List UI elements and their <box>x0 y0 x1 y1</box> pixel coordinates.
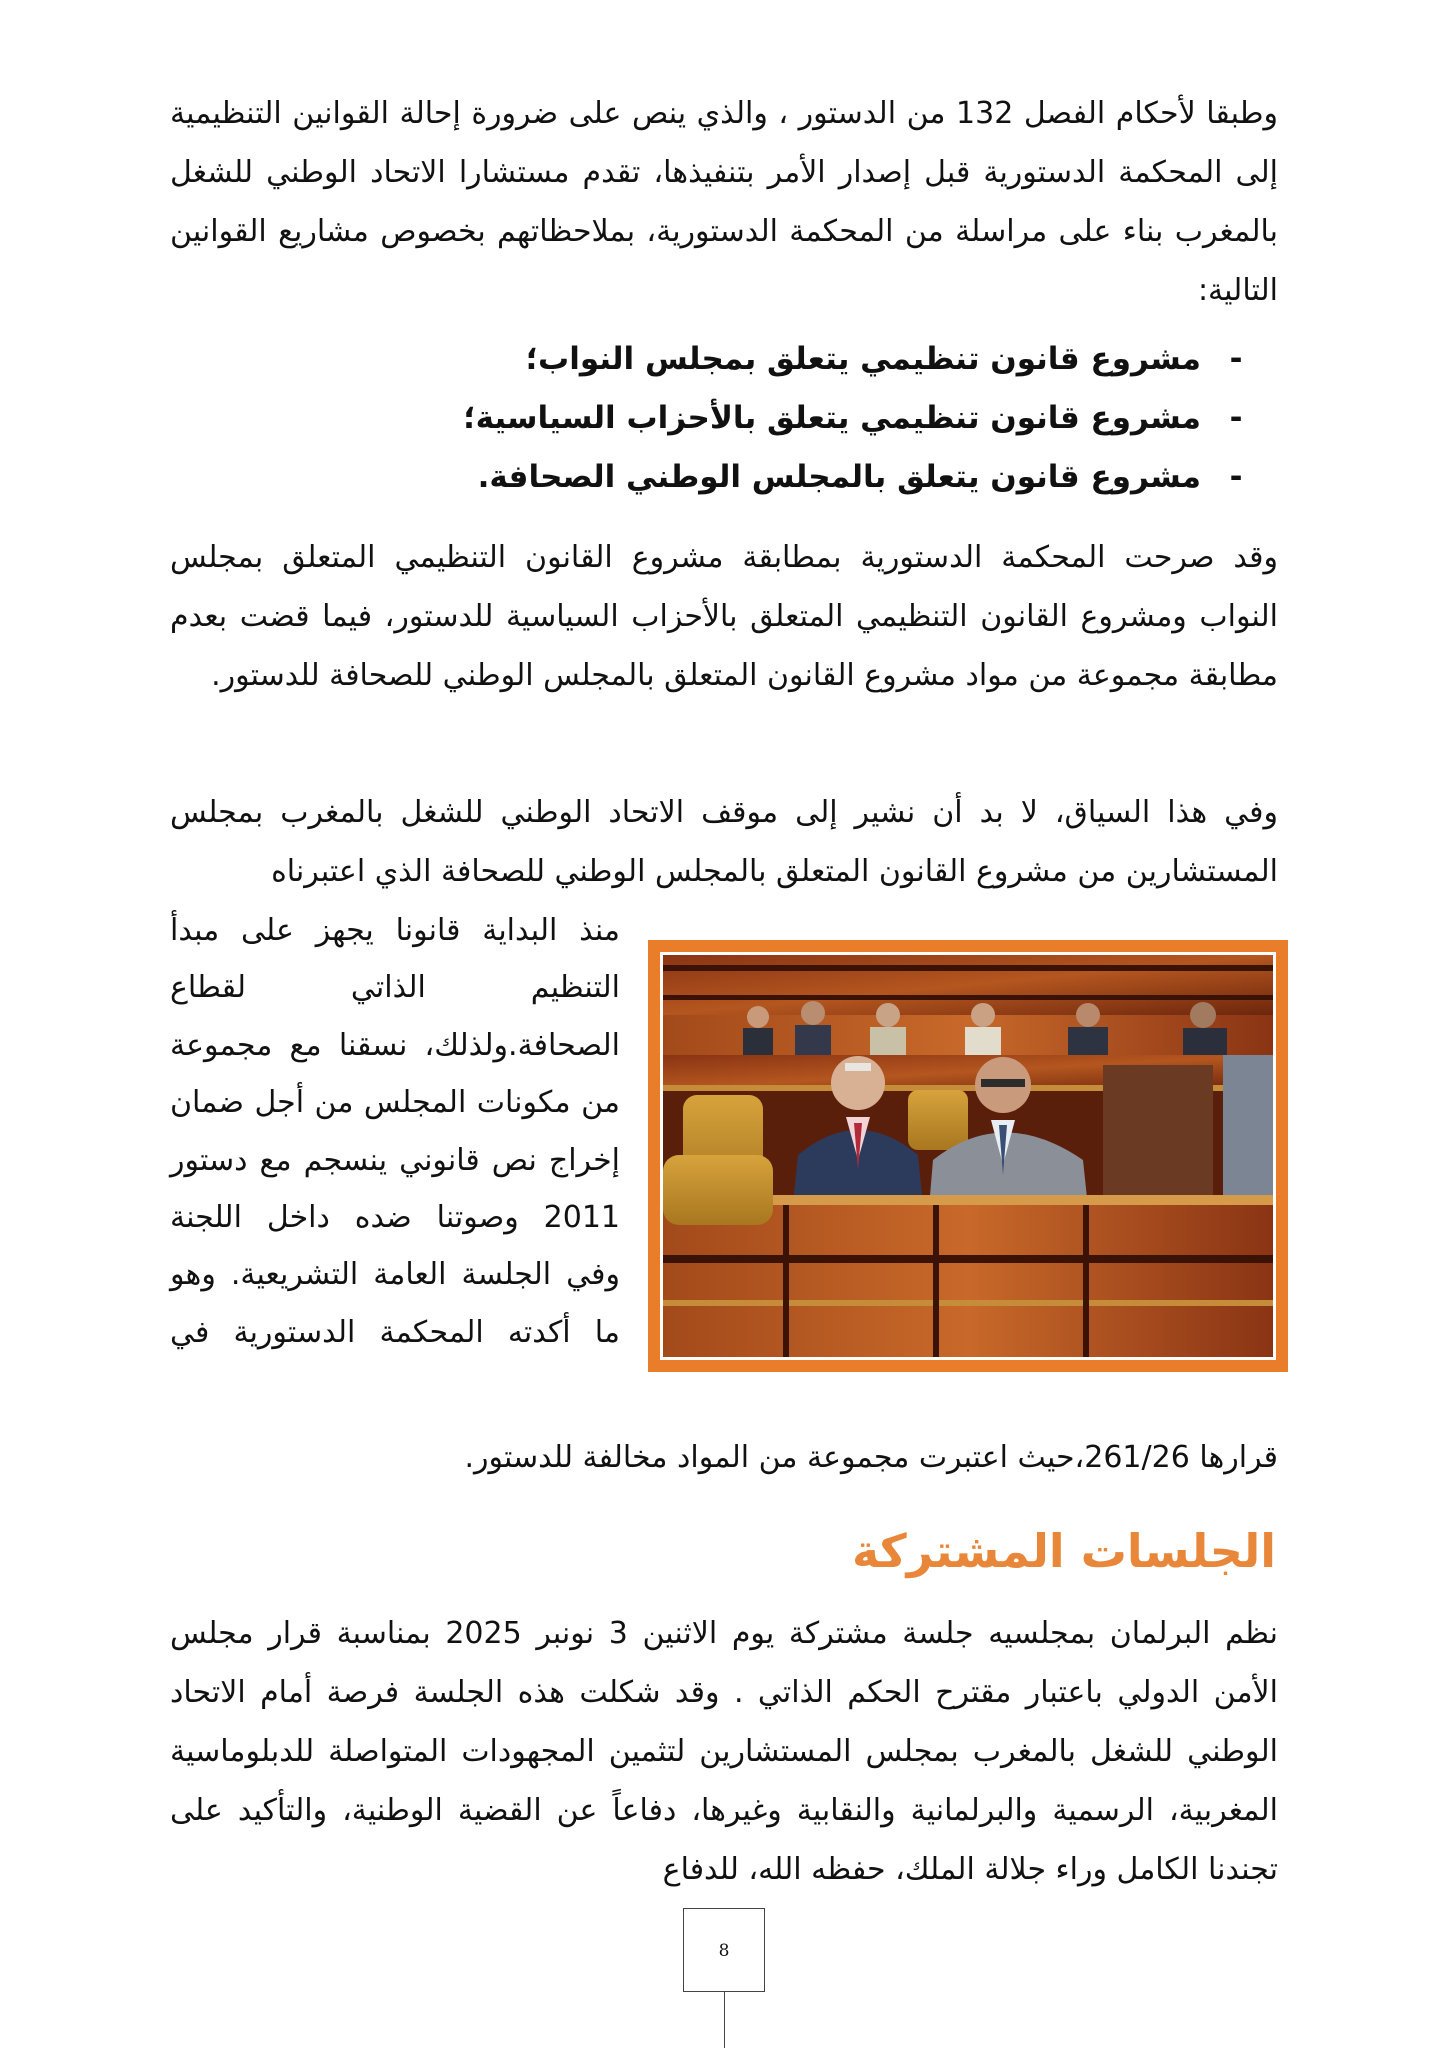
intro-paragraph: وطبقا لأحكام الفصل 132 من الدستور ، والذي ينص على ضرورة إحالة القوانين التنظيمية إلى المحكمة الدستورية قبل إصدار الأمر بتنفيذها، تقدم مستشارا الاتحاد الوطني للشغل بالمغرب بناء على مراسلة من المحكمة الدستورية، بملاحظاتهم بخصوص مشاريع القوانين التالية: <box>170 96 1278 308</box>
page-number-box: 8 <box>683 1908 765 1992</box>
position-end-line: قرارها 261/26،حيث اعتبرت مجموعة من المواد مخالفة للدستور. <box>464 1440 1278 1475</box>
bill-list <box>433 330 1253 507</box>
list-item: -مشروع قانون تنظيمي يتعلق بمجلس النواب؛ <box>433 330 1253 389</box>
parliament-session-image <box>663 955 1273 1357</box>
position-wrapped-text: منذ البداية قانونا يجهز على مبدأ التنظيم الذاتي لقطاع الصحافة.ولذلك، نسقنا مع مجموعة من مكونات المجلس من أجل ضمان إخراج نص قانوني ينسجم مع دستور 2011 وصوتنا ضده داخل اللجنة وفي الجلسة العامة التشريعية. وهو ما أكدته المحكمة الدستورية في <box>170 913 620 1350</box>
bullet-dash: - <box>1229 341 1243 377</box>
bullet-dash: - <box>1229 400 1243 436</box>
page-number-line <box>724 1992 725 2048</box>
section-heading-joint-sessions: الجلسات المشتركة <box>851 1524 1276 1578</box>
bullet-dash: - <box>1229 459 1243 495</box>
position-paragraph: وفي هذا السياق، لا بد أن نشير إلى موقف الاتحاد الوطني للشغل بالمغرب بمجلس المستشارين من مشروع القانون المتعلق بالمجلس الوطني للصحافة الذي اعتبرناه <box>170 795 1278 889</box>
list-item: -مشروع قانون يتعلق بالمجلس الوطني الصحافة. <box>433 448 1253 507</box>
list-item: -مشروع قانون تنظيمي يتعلق بالأحزاب السياسية؛ <box>433 389 1253 448</box>
joint-session-paragraph: نظم البرلمان بمجلسيه جلسة مشتركة يوم الاثنين 3 نونبر 2025 بمناسبة قرار مجلس الأمن الدولي باعتبار مقترح الحكم الذاتي . وقد شكلت هذه الجلسة فرصة أمام الاتحاد الوطني للشغل بالمغرب بمجلس المستشارين لتثمين المجهودات المتواصلة للدبلوماسية المغربية، الرسمية والبرلمانية والنقابية وغيرها، دفاعاً عن القضية الوطنية، والتأكيد على تجندنا الكامل وراء جلالة الملك، حفظه الله، للدفاع <box>170 1616 1278 1887</box>
photo-inner-frame <box>660 952 1276 1360</box>
ruling-paragraph: وقد صرحت المحكمة الدستورية بمطابقة مشروع القانون التنظيمي المتعلق بمجلس النواب ومشروع القانون التنظيمي المتعلق بالأحزاب السياسية للدستور، فيما قضت بعدم مطابقة مجموعة من مواد مشروع القانون المتعلق بالمجلس الوطني للصحافة للدستور. <box>170 540 1278 693</box>
parliament-photo <box>648 940 1288 1372</box>
